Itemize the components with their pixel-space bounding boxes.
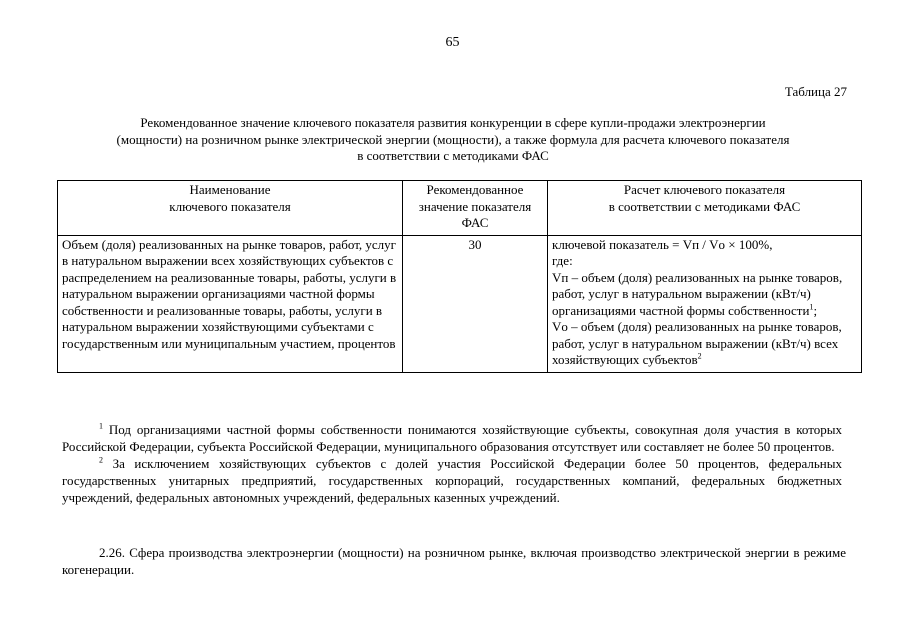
header-indicator-name (58, 181, 403, 236)
footnote-1 (62, 422, 842, 456)
vp-definition (552, 270, 857, 320)
vp-definition-text: Vп – объем (доля) реализованных на рынке товаров, работ, услуг в натуральном выражении (кВт/ч) организациями частной формы собственности (552, 269, 843, 318)
header-text: Наименование (189, 182, 271, 197)
indicator-table (57, 180, 862, 373)
footnote-text: Под организациями частной формы собственности понимаются хозяйствующие субъекты, совокупная доля участия в которых Российской Федерации, субъекта Российской Федерации, муниципального образования отсутствует или составляет не более 50 процентов. (62, 422, 842, 454)
header-text: ФАС (461, 215, 489, 230)
header-text: Рекомендованное (426, 182, 524, 197)
footnote-text: За исключением хозяйствующих субъектов с долей участия Российской Федерации более 50 процентов, федеральных государственных унитарных предприятий, государственных корпораций, государственных компаний, федеральных бюджетных учреждений, федеральных автономных учреждений, федеральных казенных учреждений. (62, 455, 842, 505)
footnotes (62, 422, 842, 506)
recommended-value-cell: 30 (403, 235, 548, 372)
header-text: значение показателя (418, 198, 532, 214)
vo-definition (552, 319, 857, 369)
footnote-mark: 2 (99, 455, 103, 465)
vp-definition-end: ; (813, 302, 818, 318)
table-title-line: в соответствии с методиками ФАС (357, 148, 549, 163)
indicator-name-cell: Объем (доля) реализованных на рынке товаров, работ, услуг в натуральном выражении всех хозяйствующих субъектов с распределением на реализованные товары, работы, услуги в натуральном выражении организациями частной формы собственности и реализованные товары, работы, услуги в натуральном выражении хозяйствующими субъектами с государственным или муниципальным участием, процентов (58, 235, 403, 372)
table-title-line: (мощности) на розничном рынке электрической энергии (мощности), а также формула для расчета ключевого показателя (116, 131, 790, 147)
calculation-cell (548, 235, 862, 372)
header-text: в соответствии с методиками ФАС (608, 198, 801, 214)
formula: ключевой показатель = Vп / Vо × 100%, (552, 236, 773, 252)
header-recommended-value (403, 181, 548, 236)
footnote-2 (62, 456, 842, 507)
header-text: Расчет ключевого показателя (623, 182, 786, 197)
table-title-line: Рекомендованное значение ключевого показателя развития конкуренции в сфере купли-продажи электроэнергии (140, 115, 766, 130)
page-number: 65 (445, 35, 460, 50)
header-calculation (548, 181, 862, 236)
footnote-ref: 2 (697, 351, 702, 361)
footnote-mark: 1 (99, 421, 103, 431)
section-text: 2.26. Сфера производства электроэнергии (мощности) на розничном рынке, включая производство электрической энергии в режиме когенерации. (62, 545, 846, 577)
formula-where: где: (552, 253, 573, 268)
footnote-ref: 1 (809, 302, 814, 312)
header-text: ключевого показателя (169, 198, 291, 214)
table-caption: Таблица 27 (784, 84, 847, 99)
table-row (58, 235, 862, 372)
vo-definition-text: Vо – объем (доля) реализованных на рынке товаров, работ, услуг в натуральном выражении (кВт/ч) всех хозяйствующих субъектов (552, 319, 842, 367)
section-paragraph (62, 545, 846, 579)
table-header-row (58, 181, 862, 236)
table-title (58, 115, 848, 165)
